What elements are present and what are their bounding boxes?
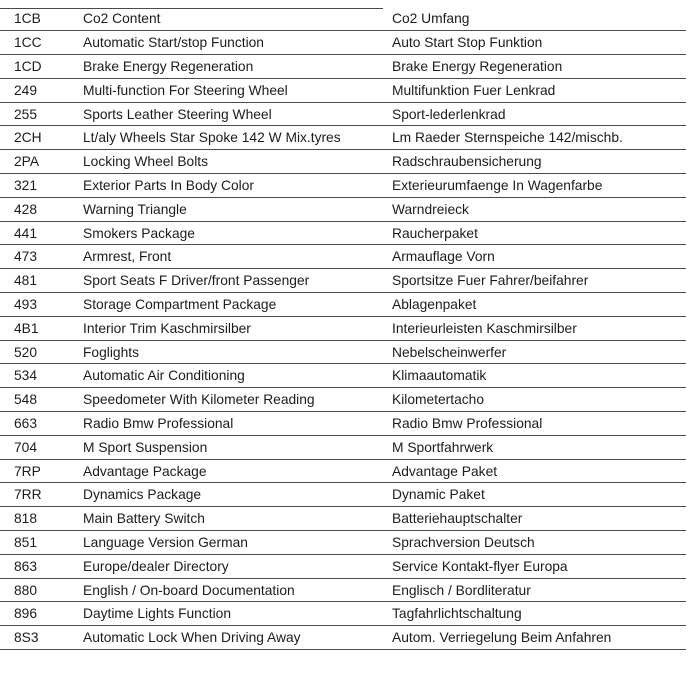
code-cell: 1CC	[14, 35, 42, 51]
table-row	[0, 341, 686, 365]
code-cell: 249	[14, 82, 38, 98]
english-cell: Advantage Package	[83, 463, 207, 479]
table-row	[0, 174, 686, 198]
german-cell: Auto Start Stop Funktion	[392, 35, 543, 51]
german-cell: Sprachversion Deutsch	[392, 534, 535, 550]
english-cell: Language Version German	[83, 534, 248, 550]
table-row	[0, 269, 686, 293]
english-cell: Locking Wheel Bolts	[83, 154, 209, 170]
german-cell: Sportsitze Fuer Fahrer/beifahrer	[392, 273, 589, 289]
german-cell: Warndreieck	[392, 201, 469, 217]
english-cell: Co2 Content	[83, 11, 161, 27]
code-cell: 2PA	[14, 154, 40, 170]
code-cell: 255	[14, 106, 38, 122]
table-body	[0, 8, 686, 651]
table-row	[0, 507, 686, 531]
english-cell: Warning Triangle	[83, 201, 187, 217]
code-cell: 481	[14, 273, 38, 289]
english-cell: Dynamics Package	[83, 487, 202, 503]
table-row	[0, 531, 686, 555]
code-cell: 863	[14, 558, 38, 574]
code-cell: 880	[14, 582, 38, 598]
german-cell: Exterieurumfaenge In Wagenfarbe	[392, 177, 603, 193]
english-cell: Europe/dealer Directory	[83, 558, 229, 574]
table-row	[0, 293, 686, 317]
english-cell: Sports Leather Steering Wheel	[83, 106, 272, 122]
table-row	[0, 436, 686, 460]
table-row	[0, 8, 686, 32]
code-cell: 663	[14, 415, 38, 431]
german-cell: Service Kontakt-flyer Europa	[392, 558, 568, 574]
german-cell: Dynamic Paket	[392, 487, 485, 503]
table-row	[0, 579, 686, 603]
german-cell: Tagfahrlichtschaltung	[392, 606, 522, 622]
german-cell: M Sportfahrwerk	[392, 439, 494, 455]
german-cell: Armauflage Vorn	[392, 249, 495, 265]
german-cell: Ablagenpaket	[392, 296, 477, 312]
table-row	[0, 364, 686, 388]
english-cell: Interior Trim Kaschmirsilber	[83, 320, 251, 336]
english-cell: Automatic Lock When Driving Away	[83, 630, 301, 646]
code-cell: 1CB	[14, 11, 41, 27]
code-cell: 818	[14, 511, 38, 527]
table-row	[0, 388, 686, 412]
german-cell: Englisch / Bordliteratur	[392, 582, 531, 598]
code-cell: 7RP	[14, 463, 41, 479]
code-cell: 473	[14, 249, 38, 265]
code-cell: 2CH	[14, 130, 42, 146]
table-row	[0, 150, 686, 174]
english-cell: M Sport Suspension	[83, 439, 208, 455]
code-cell: 441	[14, 225, 38, 241]
german-cell: Kilometertacho	[392, 392, 485, 408]
english-cell: Smokers Package	[83, 225, 195, 241]
table-row	[0, 460, 686, 484]
table-row	[0, 412, 686, 436]
english-cell: Speedometer With Kilometer Reading	[83, 392, 315, 408]
english-cell: Lt/aly Wheels Star Spoke 142 W Mix.tyres	[83, 130, 341, 146]
german-cell: Radio Bmw Professional	[392, 415, 543, 431]
code-cell: 4B1	[14, 320, 39, 336]
code-cell: 1CD	[14, 58, 42, 74]
code-cell: 896	[14, 606, 38, 622]
english-cell: Main Battery Switch	[83, 511, 205, 527]
german-cell: Raucherpaket	[392, 225, 478, 241]
english-cell: Sport Seats F Driver/front Passenger	[83, 273, 310, 289]
code-cell: 8S3	[14, 630, 39, 646]
german-cell: Lm Raeder Sternspeiche 142/mischb.	[392, 130, 623, 146]
table-row	[0, 626, 686, 650]
english-cell: Armrest, Front	[83, 249, 172, 265]
table-row	[0, 79, 686, 103]
code-cell: 851	[14, 534, 38, 550]
code-cell: 428	[14, 201, 38, 217]
german-cell: Multifunktion Fuer Lenkrad	[392, 82, 556, 98]
code-cell: 520	[14, 344, 38, 360]
german-cell: Co2 Umfang	[392, 11, 470, 27]
table-row	[0, 55, 686, 79]
german-cell: Brake Energy Regeneration	[392, 58, 563, 74]
english-cell: Multi-function For Steering Wheel	[83, 82, 288, 98]
english-cell: Storage Compartment Package	[83, 296, 277, 312]
english-cell: Daytime Lights Function	[83, 606, 231, 622]
code-cell: 493	[14, 296, 38, 312]
table-row	[0, 602, 686, 626]
table-row	[0, 126, 686, 150]
code-cell: 534	[14, 368, 38, 384]
table-row	[0, 103, 686, 127]
code-cell: 704	[14, 439, 38, 455]
table-row	[0, 198, 686, 222]
german-cell: Batteriehauptschalter	[392, 511, 523, 527]
english-cell: Automatic Air Conditioning	[83, 368, 245, 384]
english-cell: Foglights	[83, 344, 139, 360]
code-cell: 321	[14, 177, 38, 193]
english-cell: Brake Energy Regeneration	[83, 58, 254, 74]
german-cell: Sport-lederlenkrad	[392, 106, 506, 122]
english-cell: Radio Bmw Professional	[83, 415, 234, 431]
german-cell: Autom. Verriegelung Beim Anfahren	[392, 630, 612, 646]
table-row	[0, 555, 686, 579]
table-row	[0, 317, 686, 341]
german-cell: Advantage Paket	[392, 463, 498, 479]
table-row	[0, 31, 686, 55]
german-cell: Interieurleisten Kaschmirsilber	[392, 320, 577, 336]
german-cell: Nebelscheinwerfer	[392, 344, 507, 360]
table-row	[0, 483, 686, 507]
english-cell: English / On-board Documentation	[83, 582, 295, 598]
german-cell: Klimaautomatik	[392, 368, 487, 384]
table-row	[0, 245, 686, 269]
english-cell: Exterior Parts In Body Color	[83, 177, 254, 193]
table-row	[0, 222, 686, 246]
english-cell: Automatic Start/stop Function	[83, 35, 264, 51]
code-cell: 548	[14, 392, 38, 408]
code-cell: 7RR	[14, 487, 42, 503]
german-cell: Radschraubensicherung	[392, 154, 542, 170]
